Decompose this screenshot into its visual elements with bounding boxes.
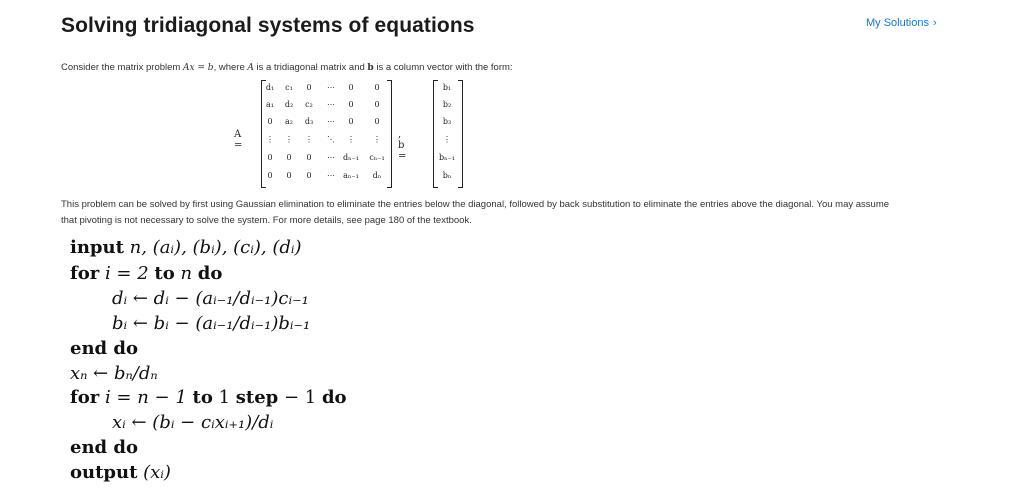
matrix-A-right-bracket [387,80,392,188]
vector-b-label: , b = [398,129,407,162]
algo-line-xn: xₙ ← bₙ/dₙ [70,363,158,384]
matrix-A-label: A = [234,129,243,151]
vector-b-cell: b₃ [442,117,452,126]
matrix-A-cell: 0 [267,117,273,126]
matrix-A-cell: ⋱ [327,135,335,144]
matrix-A-cell: ⋯ [327,171,335,180]
vector-b-cell: bₙ [442,171,452,180]
equation: Ax = b [182,63,214,73]
chevron-right-icon: › [932,17,937,29]
matrix-A-cell: ⋯ [327,117,335,126]
matrix-A-cell: aₙ₋₁ [343,171,359,180]
my-solutions-link[interactable] [866,17,937,29]
matrix-A-cell: ⋮ [373,135,381,144]
algo-line-update-b: bᵢ ← bᵢ − (aᵢ₋₁/dᵢ₋₁)bᵢ₋₁ [112,313,311,334]
page-title: Solving tridiagonal systems of equations [61,14,475,37]
vector-b-cell: ⋮ [443,135,451,144]
algo-line-update-d: dᵢ ← dᵢ − (aᵢ₋₁/dᵢ₋₁)cᵢ₋₁ [112,288,309,309]
matrix-A-cell: ⋯ [327,100,335,109]
matrix-A-cell: d₁ [265,83,275,92]
matrix-A-cell: d₃ [304,117,314,126]
matrix-A-cell: 0 [348,117,354,126]
matrix-A-cell: c₁ [285,83,293,92]
matrix-A-cell: 0 [306,171,312,180]
matrix-A-cell: ⋮ [285,135,293,144]
vector-b-right-bracket [458,80,463,188]
matrix-A-cell: ⋯ [327,83,335,92]
vector-b-cell: b₁ [442,83,452,92]
algo-line-for-forward: for i = 2 to n do [70,263,223,284]
intro-text: Consider the matrix problem Ax = b, where A is a tridiagonal matrix and b is a column vector with the form: [61,62,513,73]
matrix-A-cell: c₂ [305,100,313,109]
my-solutions-label: My Solutions [866,17,929,29]
matrix-A-cell: 0 [267,153,273,162]
vector-b-cell: b₂ [442,100,452,109]
matrix-A-cell: a₁ [266,100,274,109]
matrix-A-cell: 0 [306,83,312,92]
matrix-A-cell: dₙ [372,171,382,180]
matrix-A-cell: ⋮ [347,135,355,144]
matrix-A-cell: ⋮ [266,135,274,144]
matrix-A-cell: d₂ [284,100,294,109]
matrix-A-cell: 0 [306,153,312,162]
matrix-A-cell: 0 [374,117,380,126]
matrix-A-cell: 0 [374,100,380,109]
algo-line-end-do-1: end do [70,338,138,359]
matrix-A-cell: cₙ₋₁ [369,153,385,162]
vector-b-cell: bₙ₋₁ [438,153,455,162]
matrix-A-cell: 0 [374,83,380,92]
algo-line-output: output (xᵢ) [70,462,171,483]
matrix-A-cell: ⋮ [305,135,313,144]
matrix-A-cell: 0 [286,171,292,180]
matrix-A-cell: 0 [267,171,273,180]
matrix-A-cell: 0 [348,100,354,109]
matrix-A-cell: dₙ₋₁ [342,153,359,162]
matrix-A-cell: a₂ [285,117,293,126]
matrix-A-cell: 0 [286,153,292,162]
matrix-A-cell: ⋯ [327,153,335,162]
description-paragraph: This problem can be solved by first using Gaussian elimination to eliminate the entries below the diagonal, followed by back substitution to eliminate the entries above the diagonal. You may assume that pivoting is not necessary to solve the system. For more details, see page 180 of the textbook. [61,199,890,226]
algo-line-end-do-2: end do [70,437,138,458]
algo-line-input: input n, (aᵢ), (bᵢ), (cᵢ), (dᵢ) [70,237,302,258]
algo-line-for-backward: for i = n − 1 to 1 step − 1 do [70,387,347,408]
algo-line-update-x: xᵢ ← (bᵢ − cᵢxᵢ₊₁)/dᵢ [112,412,274,433]
matrix-A-cell: 0 [348,83,354,92]
